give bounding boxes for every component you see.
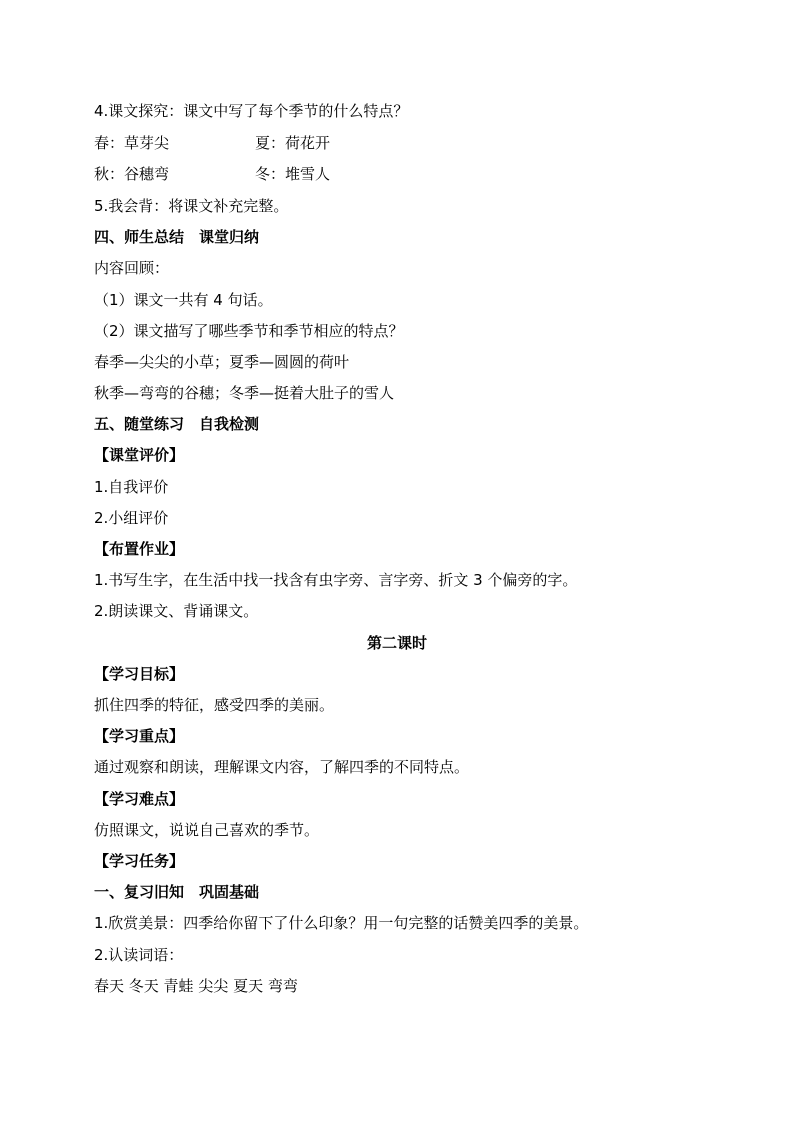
review-line-1: 春季—尖尖的小草；夏季—圆圆的荷叶 (94, 353, 350, 371)
homework-1: 1.书写生字，在生活中找一找含有虫字旁、言字旁、折文 3 个偏旁的字。 (94, 571, 578, 589)
spring-feature: 春：草芽尖 (94, 134, 170, 152)
evaluation-1: 1.自我评价 (94, 478, 169, 496)
review-task-2: 2.认读词语： (94, 946, 184, 964)
review-item-1: （1）课文一共有 4 句话。 (94, 291, 273, 309)
learning-difficulty-heading: 【学习难点】 (94, 790, 185, 808)
review-label: 内容回顾： (94, 259, 170, 277)
review-item-2: （2）课文描写了哪些季节和季节相应的特点？ (94, 322, 404, 340)
vocabulary-words: 春天 冬天 青蛙 尖尖 夏天 弯弯 (94, 977, 298, 995)
homework-heading: 【布置作业】 (94, 540, 185, 558)
learning-goal: 抓住四季的特征，感受四季的美丽。 (94, 696, 335, 714)
review-section-heading: 一、复习旧知 巩固基础 (94, 883, 260, 901)
learning-task-heading: 【学习任务】 (94, 852, 185, 870)
winter-feature: 冬：堆雪人 (255, 165, 331, 183)
review-task-1: 1.欣赏美景：四季给你留下了什么印象？用一句完整的话赞美四季的美景。 (94, 914, 589, 932)
section-5-heading: 五、随堂练习 自我检测 (94, 415, 260, 433)
learning-focus-heading: 【学习重点】 (94, 727, 185, 745)
evaluation-2: 2.小组评价 (94, 509, 169, 527)
autumn-feature: 秋：谷穗弯 (94, 165, 170, 183)
review-line-2: 秋季—弯弯的谷穗；冬季—挺着大肚子的雪人 (94, 384, 395, 402)
question-4: 4.课文探究：课文中写了每个季节的什么特点？ (94, 102, 409, 120)
learning-focus: 通过观察和朗读，理解课文内容，了解四季的不同特点。 (94, 758, 470, 776)
section-4-heading: 四、师生总结 课堂归纳 (94, 228, 260, 246)
summer-feature: 夏：荷花开 (255, 134, 331, 152)
class-evaluation-heading: 【课堂评价】 (94, 446, 185, 464)
learning-difficulty: 仿照课文，说说自己喜欢的季节。 (94, 821, 320, 839)
homework-2: 2.朗读课文、背诵课文。 (94, 602, 259, 620)
lesson-2-title: 第二课时 (366, 634, 427, 652)
learning-goal-heading: 【学习目标】 (94, 665, 185, 683)
question-5: 5.我会背：将课文补充完整。 (94, 197, 289, 215)
